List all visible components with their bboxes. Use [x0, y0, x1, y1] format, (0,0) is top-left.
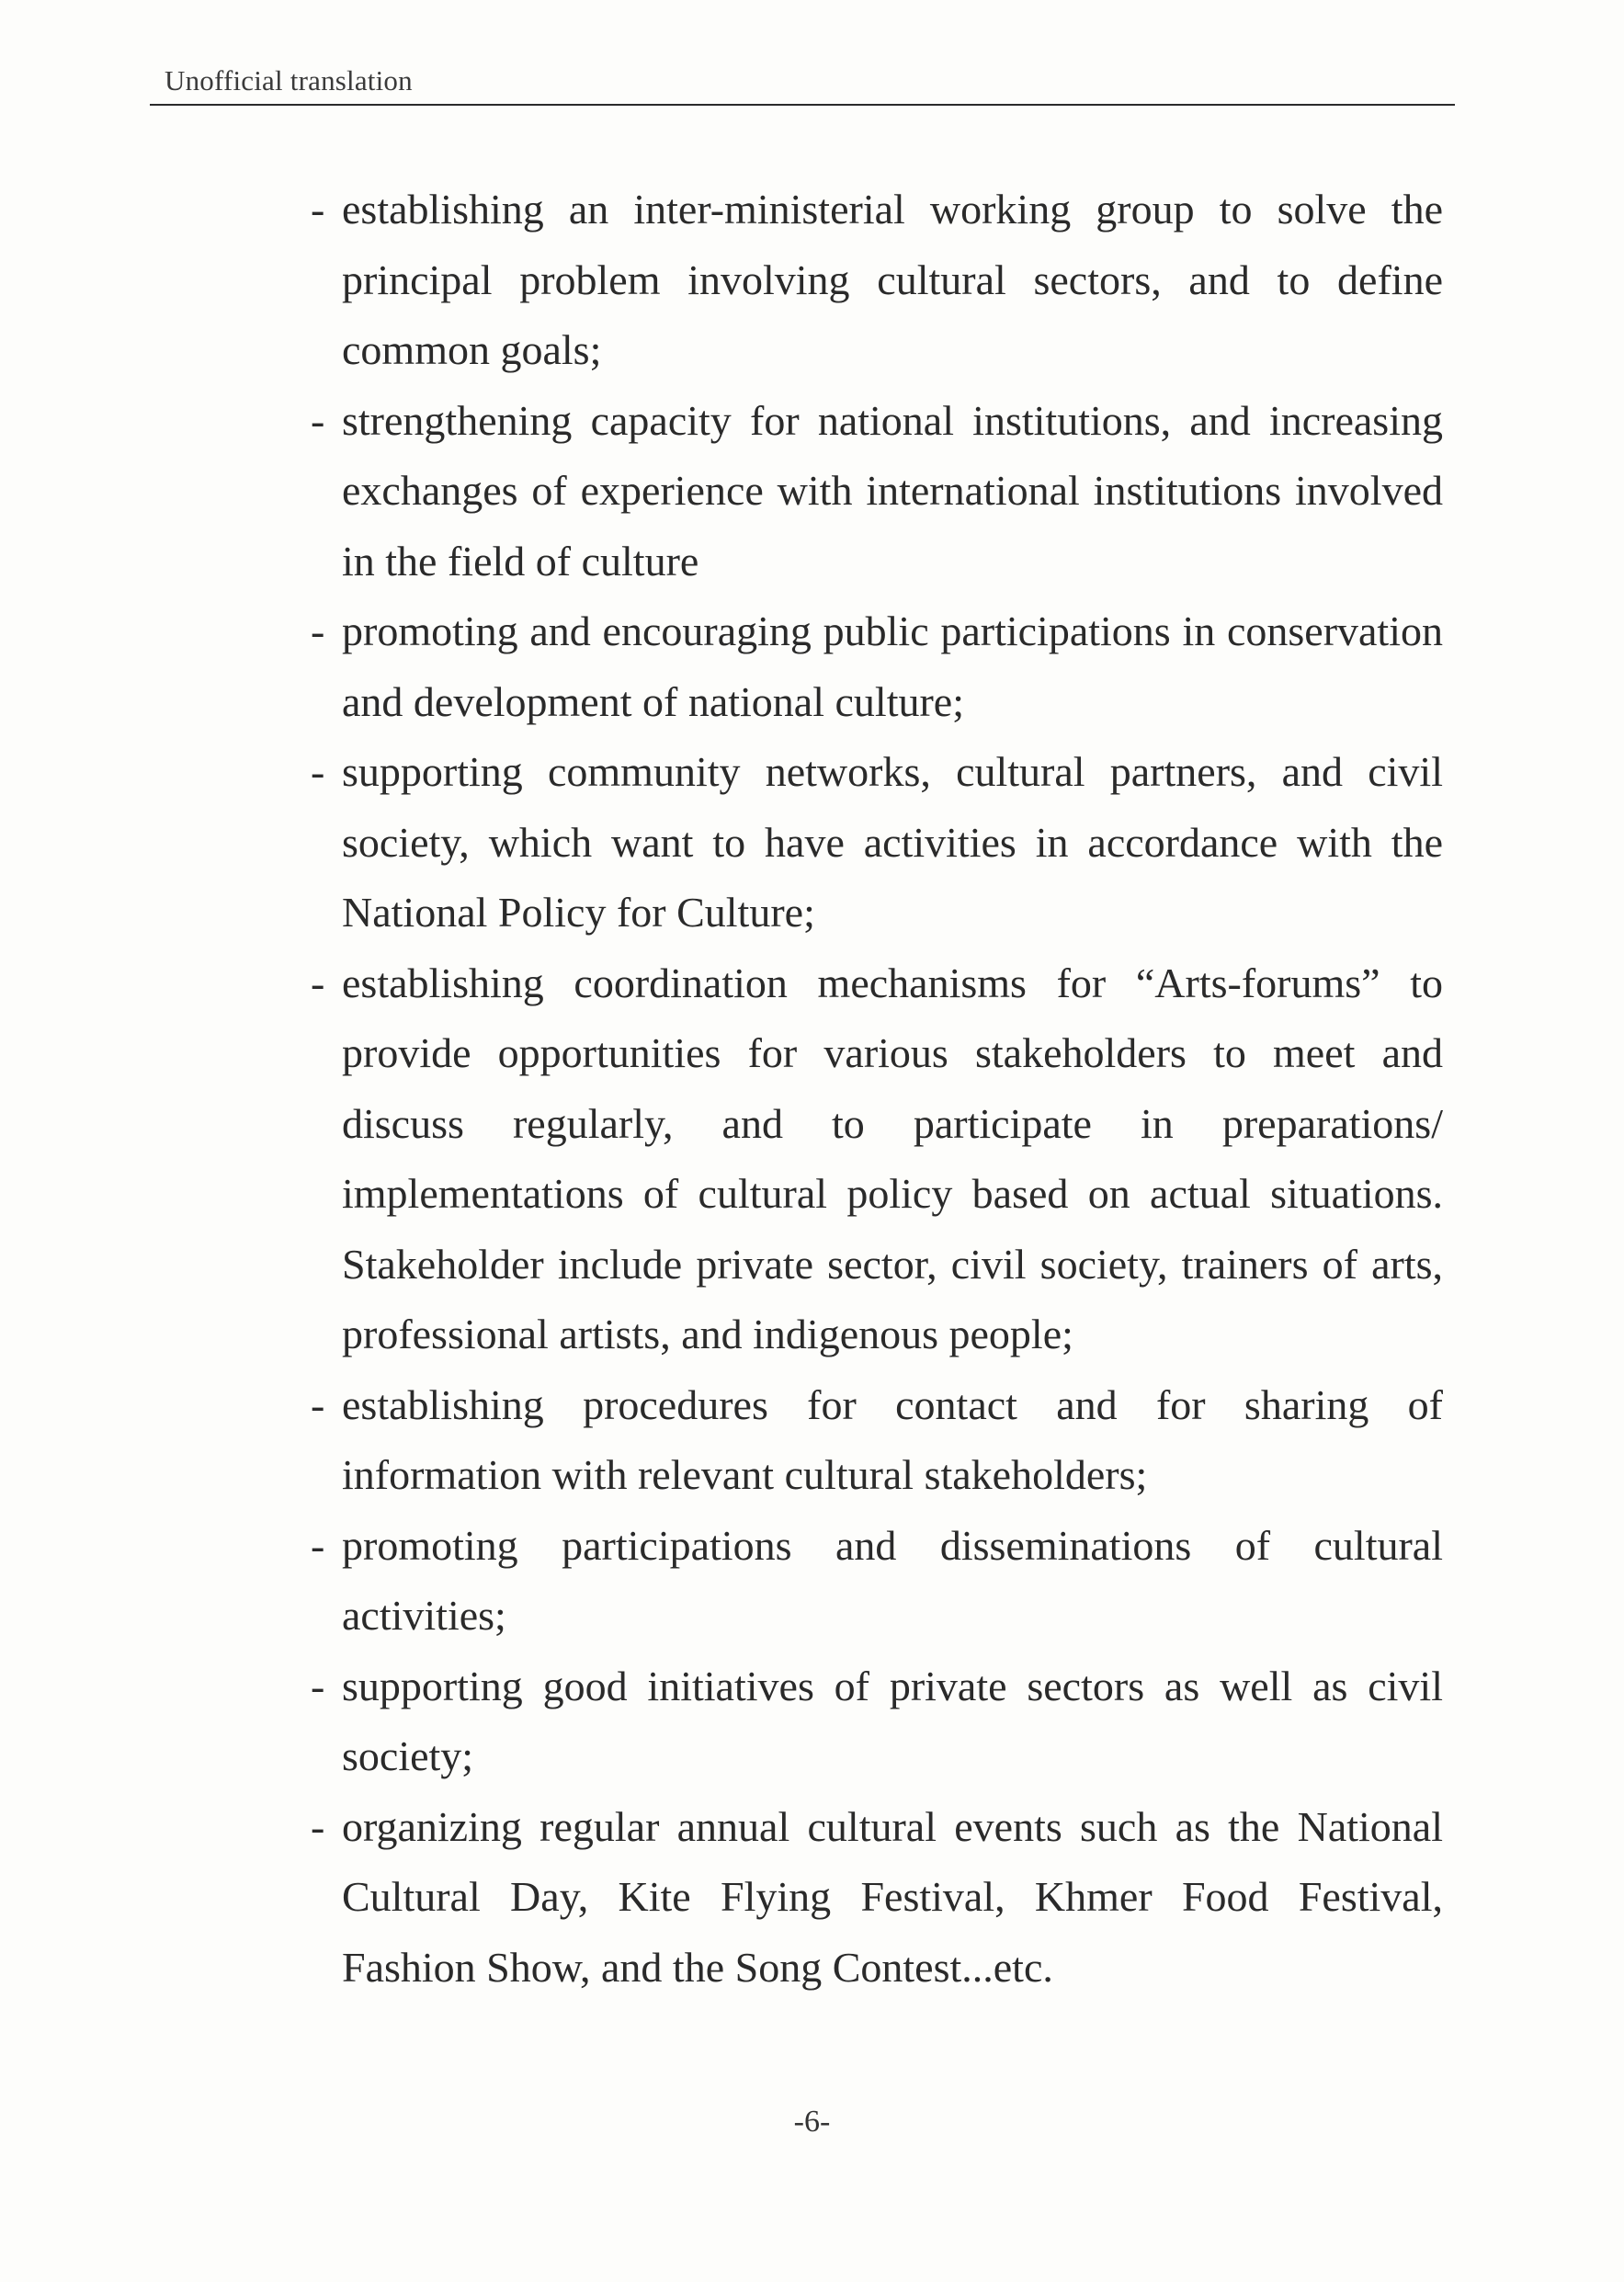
page-header [150, 61, 1455, 107]
list-dash: - [311, 396, 325, 444]
list-item-text: establishing coordination mechanisms for “Arts-forums” to provide opportunities for various stakeholders to meet and discuss regularly, and to participate in preparations/ implementations of cultural policy based on actual situations. Stakeholder include private sector, civil society, trainers of arts, professional artists, and indigenous people; [342, 959, 1443, 1357]
list-item-text: strengthening capacity for national institutions, and increasing exchanges of experience with international institutions involved in the field of culture [342, 396, 1443, 585]
list-dash: - [311, 607, 325, 654]
list-item-text: promoting participations and disseminations of cultural activities; [342, 1521, 1443, 1639]
list-item [311, 596, 1443, 737]
list-item [311, 737, 1443, 948]
list-dash: - [311, 186, 325, 233]
page-number: -6- [793, 2105, 831, 2139]
list-dash: - [311, 1380, 325, 1428]
list-dash: - [311, 748, 325, 795]
list-dash: - [311, 1662, 325, 1709]
list-item [311, 948, 1443, 1370]
header-divider [150, 104, 1455, 106]
header-title: Unofficial translation [165, 64, 413, 97]
list-item [311, 386, 1443, 597]
list-item-text: supporting community networks, cultural partners, and civil society, which want to have activities in accordance with the National Policy for Culture; [342, 748, 1443, 936]
list-item [311, 1652, 1443, 1792]
list-dash: - [311, 1521, 325, 1569]
bullet-list [311, 175, 1443, 2003]
list-item [311, 175, 1443, 386]
list-item [311, 1792, 1443, 2004]
list-dash: - [311, 959, 325, 1006]
list-item [311, 1511, 1443, 1652]
list-item [311, 1370, 1443, 1511]
list-item-text: organizing regular annual cultural events such as the National Cultural Day, Kite Flying Festival, Khmer Food Festival, Fashion Show, and the Song Contest...etc. [342, 1802, 1443, 1991]
list-item-text: establishing an inter-ministerial working group to solve the principal problem involving cultural sectors, and to define common goals; [342, 186, 1443, 373]
list-item-text: promoting and encouraging public participations in conservation and development of national culture; [342, 607, 1443, 725]
list-dash: - [311, 1802, 325, 1850]
list-item-text: supporting good initiatives of private sectors as well as civil society; [342, 1662, 1443, 1779]
list-item-text: establishing procedures for contact and for sharing of information with relevant cultural stakeholders; [342, 1380, 1443, 1498]
